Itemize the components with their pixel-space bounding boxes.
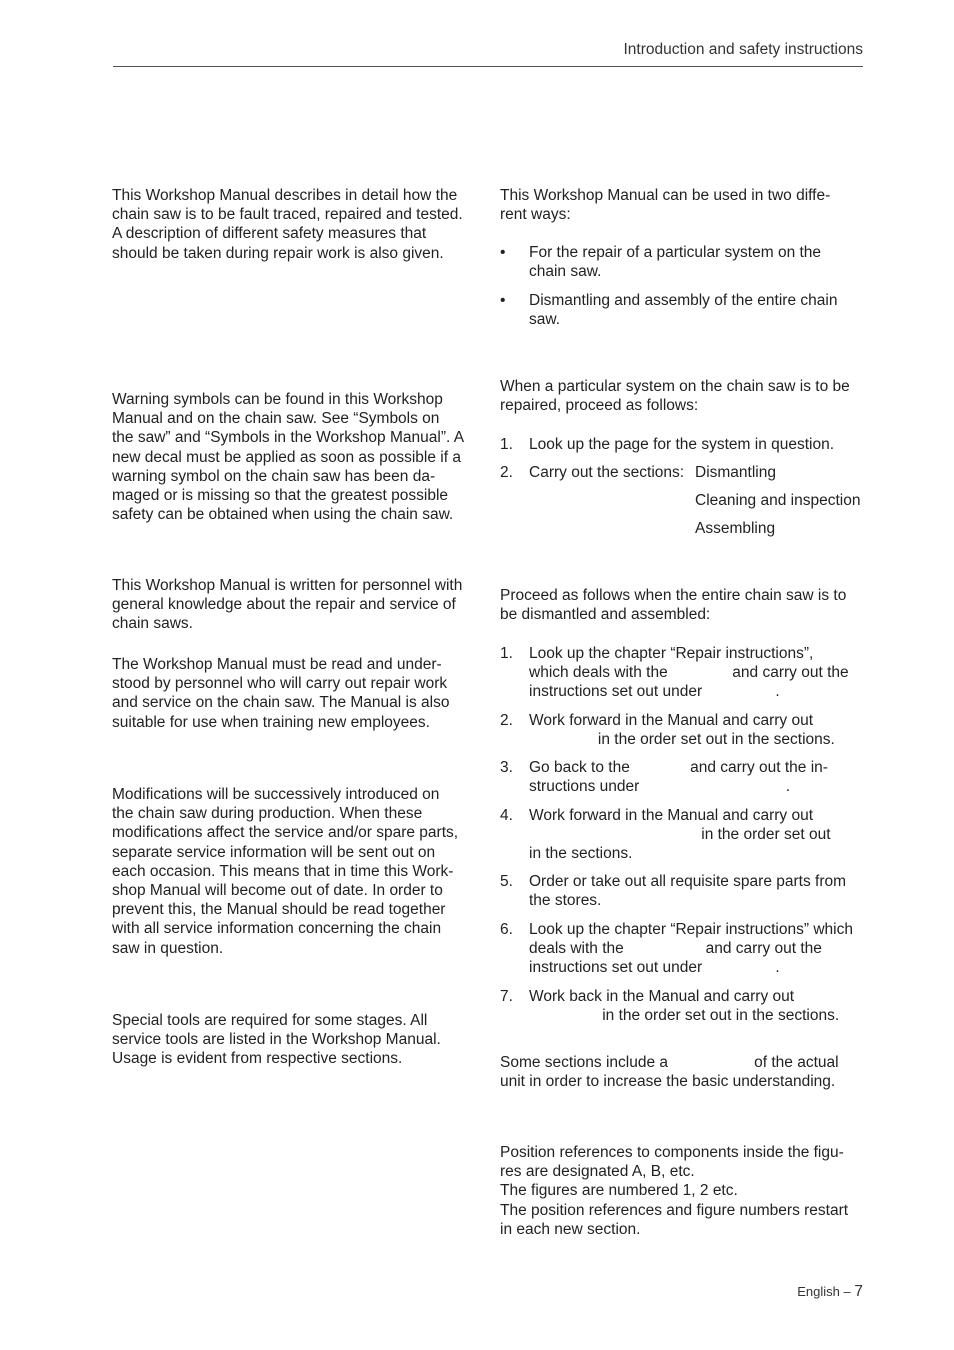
text-line: should be taken during repair work is also given. xyxy=(112,244,444,262)
text-line: stood by personnel who will carry out repair work xyxy=(112,675,448,693)
text-line: Position references to components inside the figu- xyxy=(500,1144,844,1161)
bullet-text: saw. xyxy=(529,311,561,328)
text-line: res are designated A, B, etc. xyxy=(500,1163,695,1181)
header-title: Introduction and safety instructions xyxy=(623,41,863,58)
text-line: in each new section. xyxy=(500,1220,641,1238)
page-number: 7 xyxy=(854,1283,863,1300)
text-line: The position references and figure numbers restart xyxy=(500,1201,849,1219)
text-line: shop Manual will become out of date. In order to xyxy=(112,882,443,900)
text-line: Warning symbols can be found in this Workshop xyxy=(112,391,443,408)
paragraph-target-group xyxy=(112,576,462,634)
text-line: The figures are numbered 1, 2 etc. xyxy=(500,1182,738,1200)
paragraph-particular-system xyxy=(500,377,850,415)
paragraph-warning-symbols xyxy=(112,390,464,524)
text-line: Usage is evident from respective sections. xyxy=(112,1050,403,1068)
text-line: be dismantled and assembled: xyxy=(500,606,711,624)
section-name: Assembling xyxy=(695,520,776,537)
list-text: in the order set out in the sections. xyxy=(529,1007,840,1024)
list-text: instructions set out under . xyxy=(529,683,780,700)
text-line: Special tools are required for some stages. All xyxy=(112,1012,428,1029)
list-number: 1. xyxy=(500,436,513,453)
text-line: safety can be obtained when using the chain saw. xyxy=(112,506,454,524)
list-number: 1. xyxy=(500,645,513,662)
text-line: This Workshop Manual describes in detail how the xyxy=(112,187,458,204)
bullet-text: Dismantling and assembly of the entire chain xyxy=(529,292,838,309)
paragraph-modifications xyxy=(112,785,458,958)
list-text: instructions set out under . xyxy=(529,959,780,976)
list-text: the stores. xyxy=(529,892,602,909)
text-line: This Workshop Manual is written for personnel with xyxy=(112,577,463,594)
text-line: modifications affect the service and/or spare parts, xyxy=(112,824,459,842)
text-line: The Workshop Manual must be read and under- xyxy=(112,656,442,673)
list-number: 4. xyxy=(500,807,513,824)
text-line: the chain saw during production. When these xyxy=(112,805,423,823)
text-line: unit in order to increase the basic understanding. xyxy=(500,1073,836,1091)
text-line: with all service information concerning the chain xyxy=(112,920,442,938)
bullet-marker: • xyxy=(500,244,506,261)
text-line: chain saws. xyxy=(112,615,193,633)
section-name: Dismantling xyxy=(695,464,776,481)
text-line: When a particular system on the chain saw is to be xyxy=(500,378,850,395)
list-text: Work forward in the Manual and carry out xyxy=(529,807,814,824)
paragraph-intro xyxy=(112,186,463,263)
list-number: 2. xyxy=(500,712,513,729)
list-text: Order or take out all requisite spare parts from xyxy=(529,873,847,890)
list-text: Look up the chapter “Repair instructions” which xyxy=(529,921,853,938)
list-text: Go back to the and carry out the in- xyxy=(529,759,828,776)
text-line: Proceed as follows when the entire chain saw is to xyxy=(500,587,847,604)
text-line: saw in question. xyxy=(112,939,224,957)
text-line: each occasion. This means that in time this Work- xyxy=(112,862,454,880)
text-line: Modifications will be successively introduced on xyxy=(112,786,440,803)
text-line: repaired, proceed as follows: xyxy=(500,397,699,415)
left-column xyxy=(112,0,482,1350)
text-line: service tools are listed in the Workshop Manual. xyxy=(112,1031,441,1049)
list-text: which deals with the and carry out the xyxy=(529,664,849,681)
footer-language: English – xyxy=(797,1284,851,1299)
text-line: This Workshop Manual can be used in two diffe- xyxy=(500,187,831,204)
paragraph-entire-saw xyxy=(500,586,846,624)
list-text: deals with the and carry out the xyxy=(529,940,822,957)
text-line: general knowledge about the repair and service of xyxy=(112,596,456,614)
text-line: A description of different safety measures that xyxy=(112,225,427,243)
page-footer xyxy=(797,1283,863,1301)
bullet-marker: • xyxy=(500,292,506,309)
list-text: structions under . xyxy=(529,778,791,795)
text-line: suitable for use when training new employees. xyxy=(112,713,430,731)
paragraph-usage xyxy=(500,186,830,224)
text-line: new decal must be applied as soon as possible if a xyxy=(112,448,461,466)
text-line: chain saw is to be fault traced, repaired and tested. xyxy=(112,206,463,224)
list-number: 6. xyxy=(500,921,513,938)
bullet-text: For the repair of a particular system on the xyxy=(529,244,822,261)
list-text: Carry out the sections: xyxy=(529,464,685,481)
list-text: in the order set out in the sections. xyxy=(529,731,835,748)
right-column xyxy=(500,0,866,1350)
list-text: in the order set out xyxy=(529,826,831,843)
paragraph-reading-requirement xyxy=(112,655,449,732)
text-line: separate service information will be sent out on xyxy=(112,843,436,861)
list-text: Look up the page for the system in question. xyxy=(529,436,835,453)
paragraph-tools xyxy=(112,1011,441,1069)
text-line: maged or is missing so that the greatest possible xyxy=(112,487,449,505)
list-text: in the sections. xyxy=(529,845,633,862)
text-line: Manual and on the chain saw. See “Symbols on xyxy=(112,410,440,428)
list-text: Work forward in the Manual and carry out xyxy=(529,712,814,729)
list-number: 5. xyxy=(500,873,513,890)
text-line: Some sections include a of the actual xyxy=(500,1054,839,1071)
section-name: Cleaning and inspection xyxy=(695,492,861,509)
list-text: Look up the chapter “Repair instructions”, xyxy=(529,645,814,662)
bullet-text: chain saw. xyxy=(529,263,602,280)
text-line: the saw” and “Symbols in the Workshop Manual”. A xyxy=(112,429,465,447)
list-number: 7. xyxy=(500,988,513,1005)
list-number: 3. xyxy=(500,759,513,776)
list-number: 2. xyxy=(500,464,513,481)
list-text: Work back in the Manual and carry out xyxy=(529,988,795,1005)
text-line: rent ways: xyxy=(500,206,571,224)
text-line: prevent this, the Manual should be read together xyxy=(112,901,446,919)
paragraph-position-references xyxy=(500,1143,848,1239)
paragraph-sections-note xyxy=(500,1053,839,1091)
text-line: warning symbol on the chain saw has been da- xyxy=(112,467,436,485)
text-line: and service on the chain saw. The Manual is also xyxy=(112,694,450,712)
